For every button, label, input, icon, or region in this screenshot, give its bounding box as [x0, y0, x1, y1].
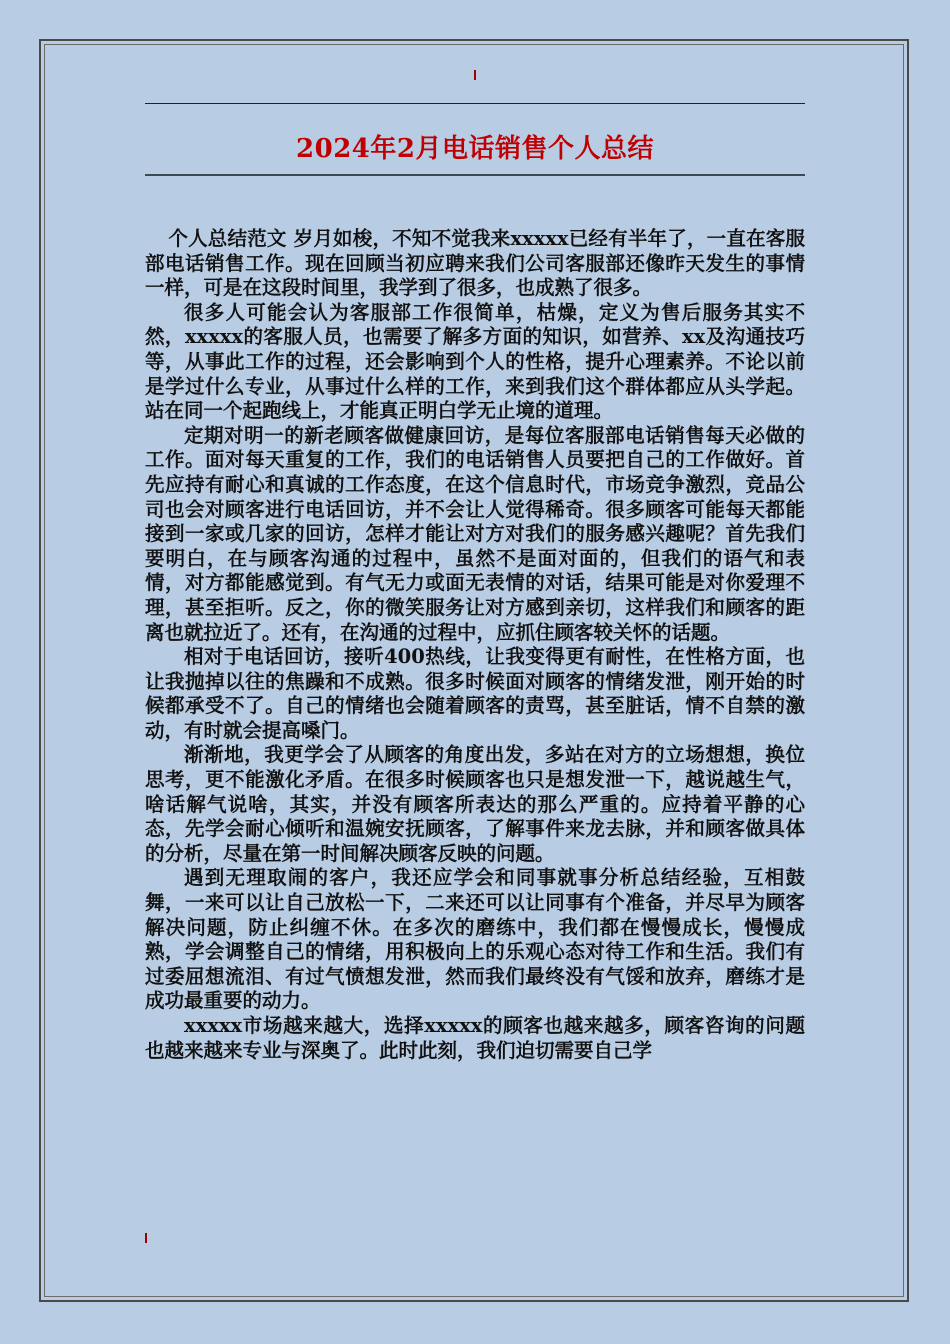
title-rule — [145, 174, 805, 176]
paragraph-4: 相对于电话回访，接听400热线，让我变得更有耐性，在性格方面，也让我抛掉以往的焦躁和不成熟。很多时候面对顾客的情绪发泄，刚开始的时候都承受不了。自己的情绪也会随着顾客的责骂，甚至脏话，情不自禁的激动，有时就会提高嗓门。 — [145, 645, 805, 742]
header-rule — [145, 103, 805, 104]
paragraph-1: 个人总结范文 岁月如梭，不知不觉我来xxxxx已经有半年了，一直在客服部电话销售工作。现在回顾当初应聘来我们公司客服部还像昨天发生的事情一样，可是在这段时间里，我学到了很多，也成熟了很多。 — [145, 227, 805, 300]
document-body — [145, 227, 805, 1063]
paragraph-3: 定期对明一的新老顾客做健康回访，是每位客服部电话销售每天必做的工作。面对每天重复的工作，我们的电话销售人员要把自己的工作做好。首先应持有耐心和真诚的工作态度，在这个信息时代，市场竞争激烈，竞品公司也会对顾客进行电话回访，并不会让人觉得稀奇。很多顾客可能每天都能接到一家或几家的回访，怎样才能让对方对我们的服务感兴趣呢？首先我们要明白，在与顾客沟通的过程中，虽然不是面对面的，但我们的语气和表情，对方都能感觉到。有气无力或面无表情的对话，结果可能是对你爱理不理，甚至拒听。反之，你的微笑服务让对方感到亲切，这样我们和顾客的距离也就拉近了。还有，在沟通的过程中，应抓住顾客较关怀的话题。 — [145, 423, 805, 644]
paragraph-2: 很多人可能会认为客服部工作很简单，枯燥，定义为售后服务其实不然，xxxxx的客服人员，也需要了解多方面的知识，如营养、xx及沟通技巧等，从事此工作的过程，还会影响到个人的性格，提升心理素养。不论以前是学过什么专业，从事过什么样的工作，来到我们这个群体都应从头学起。站在同一个起跑线上，才能真正明白学无止境的道理。 — [145, 300, 805, 423]
header-mark — [474, 70, 476, 80]
footer-mark — [145, 1233, 147, 1243]
paragraph-5: 渐渐地，我更学会了从顾客的角度出发，多站在对方的立场想想，换位思考，更不能激化矛盾。在很多时候顾客也只是想发泄一下，越说越生气，啥话解气说啥，其实，并没有顾客所表达的那么严重的。应持着平静的心态，先学会耐心倾听和温婉安抚顾客，了解事件来龙去脉，并和顾客做具体的分析，尽量在第一时间解决顾客反映的问题。 — [145, 743, 805, 865]
paragraph-6: 遇到无理取闹的客户，我还应学会和同事就事分析总结经验，互相鼓舞，一来可以让自己放松一下，二来还可以让同事有个准备，并尽早为顾客解决问题，防止纠缠不休。在多次的磨练中，我们都在慢慢成长，慢慢成熟，学会调整自己的情绪，用积极向上的乐观心态对待工作和生活。我们有过委屈想流泪、有过气愤想发泄，然而我们最终没有气馁和放弃，磨练才是成功最重要的动力。 — [145, 866, 805, 1013]
paragraph-7: xxxxx市场越来越大，选择xxxxx的顾客也越来越多，顾客咨询的问题也越来越来专业与深奥了。此时此刻，我们迫切需要自己学 — [145, 1014, 805, 1062]
document-title: 2024年2月电话销售个人总结 — [296, 134, 654, 164]
